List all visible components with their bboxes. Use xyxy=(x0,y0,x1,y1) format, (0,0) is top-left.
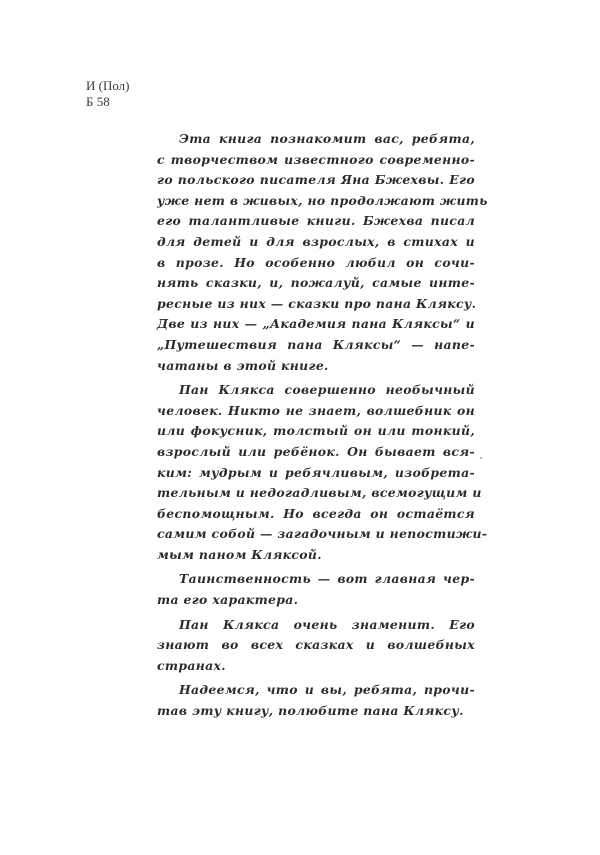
text-line: чатаны в этой книге. xyxy=(157,357,329,373)
text-line: та его характера. xyxy=(157,592,299,608)
text-line: Эта книга познакомит вас, ребята, xyxy=(179,131,475,146)
text-line: нять сказки, и, пожалуй, самые инте- xyxy=(157,275,475,291)
paragraph xyxy=(157,380,488,565)
text-line: го польского писателя Яна Бжехвы. Его xyxy=(157,172,475,188)
text-line: ким: мудрым и ребячливым, изобрета- xyxy=(157,464,475,480)
paragraph xyxy=(157,129,488,376)
paper-speck xyxy=(480,457,482,459)
text-line: беспомощным. Но всегда он остаётся xyxy=(157,505,475,521)
text-line: „Путешествия пана Кляксы“ — напе- xyxy=(157,336,475,352)
catalog-index xyxy=(86,78,130,110)
text-line: с творчеством известного современно- xyxy=(157,151,475,167)
text-line: в прозе. Но особенно любил он сочи- xyxy=(157,254,475,270)
text-line: Таинственность — вот главная чер- xyxy=(179,571,475,587)
text-line: Пан Клякса совершенно необычный xyxy=(179,382,475,398)
catalog-index-line-2: Б 58 xyxy=(86,94,110,109)
preface-text xyxy=(157,129,488,722)
text-line: для детей и для взрослых, в стихах и xyxy=(157,233,475,249)
text-line: или фокусник, толстый он или тонкий, xyxy=(157,423,475,439)
paragraph xyxy=(157,615,475,677)
text-line: уже нет в живых, но продолжают жить xyxy=(157,192,488,208)
text-line: тельным и недогадливым, всемогущим и xyxy=(157,485,482,501)
text-line: самим собой — загадочным и непостижи- xyxy=(157,526,488,542)
text-line: Пан Клякса очень знаменит. Его xyxy=(179,616,475,632)
text-line: знают во всех сказках и волшебных xyxy=(157,637,475,653)
paragraph xyxy=(157,569,475,610)
text-line: его талантливые книги. Бжехва писал xyxy=(157,213,475,229)
catalog-index-line-1: И (Пол) xyxy=(86,78,130,93)
text-line: человек. Никто не знает, волшебник он xyxy=(157,402,475,418)
text-line: мым паном Кляксой. xyxy=(157,546,322,562)
paragraph xyxy=(157,680,475,721)
text-line: взрослый или ребёнок. Он бывает вся- xyxy=(157,443,475,459)
text-line: странах. xyxy=(157,657,226,673)
text-line: Две из них — „Академия пана Кляксы“ и xyxy=(157,316,475,332)
text-line: тав эту книгу, полюбите пана Кляксу. xyxy=(157,703,464,719)
text-line: ресные из них — сказки про пана Кляксу. xyxy=(157,295,477,311)
text-line: Надеемся, что и вы, ребята, прочи- xyxy=(179,682,475,698)
